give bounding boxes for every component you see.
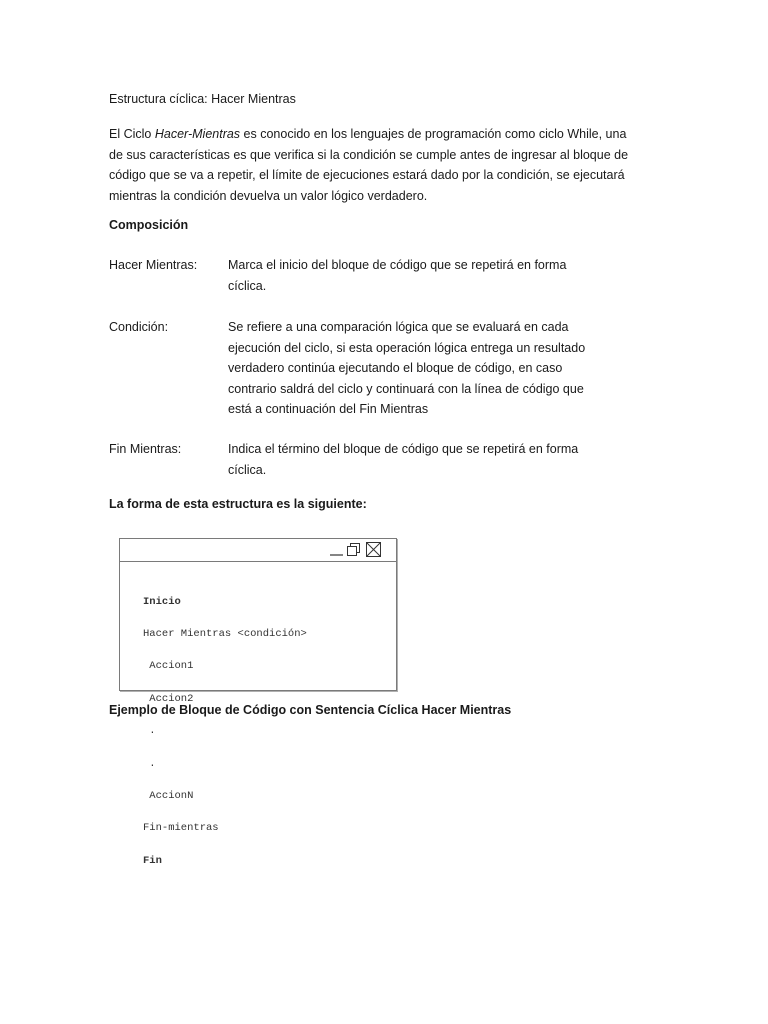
minimize-icon: [329, 542, 344, 557]
intro-line-3: código que se va a repetir, el límite de ejecuciones estará dado por la condición, se ejecutará: [109, 168, 625, 182]
definition-line: Se refiere a una comparación lógica que se evaluará en cada: [228, 320, 569, 334]
code-line: Accion2: [143, 692, 194, 705]
definition-line: verdadero continúa ejecutando el bloque de código, en caso: [228, 361, 563, 375]
code-line: Fin: [143, 854, 162, 867]
intro-line-4: mientras la condición devuelva un valor lógico verdadero.: [109, 188, 428, 203]
definition-line: Indica el término del bloque de código que se repetirá en forma: [228, 442, 579, 456]
definition-term: Fin Mientras:: [109, 442, 182, 456]
definition-line: cíclica.: [228, 278, 267, 293]
pseudocode-block: [143, 575, 307, 888]
code-line: .: [143, 725, 156, 738]
intro-paragraph: [109, 124, 664, 206]
form-heading: La forma de esta estructura es la siguiente:: [109, 497, 367, 511]
code-line: Fin-mientras: [143, 822, 219, 835]
code-line: .: [143, 757, 156, 770]
composition-heading: Composición: [109, 218, 189, 232]
code-line: Accion1: [143, 660, 194, 673]
window-titlebar: [120, 539, 396, 562]
figure-caption: Ejemplo de Bloque de Código con Sentencia Cíclica Hacer Mientras: [109, 703, 512, 717]
intro-line1-rest: es conocido en los lenguajes de programación como ciclo While, una: [240, 127, 627, 141]
definition-line: está a continuación del Fin Mientras: [228, 402, 429, 416]
intro-line-1: [109, 124, 664, 145]
definition-line: cíclica.: [228, 462, 267, 477]
definition-line: contrario saldrá del ciclo y continuará con la línea de código que: [228, 381, 584, 396]
code-line: Inicio: [143, 595, 181, 608]
definition-term: Condición:: [109, 320, 169, 334]
definition-description: [228, 255, 608, 296]
maximize-icon: [346, 542, 361, 557]
definition-line: Marca el inicio del bloque de código que se repetirá en forma: [228, 258, 567, 272]
intro-prefix: El Ciclo: [109, 127, 155, 141]
close-icon: [366, 542, 381, 557]
code-line: Hacer Mientras <condición>: [143, 627, 307, 640]
definition-description: [228, 439, 608, 480]
definition-line: ejecución del ciclo, si esta operación lógica entrega un resultado: [228, 340, 586, 355]
definition-term: Hacer Mientras:: [109, 258, 198, 272]
definition-description: [228, 317, 608, 420]
code-line: AccionN: [143, 789, 194, 802]
intro-emphasis: Hacer-Mientras: [154, 127, 241, 141]
intro-line-2: de sus características es que verifica si la condición se cumple antes de ingresar al bloque de: [109, 147, 629, 162]
document-title: Estructura cíclica: Hacer Mientras: [109, 92, 296, 106]
